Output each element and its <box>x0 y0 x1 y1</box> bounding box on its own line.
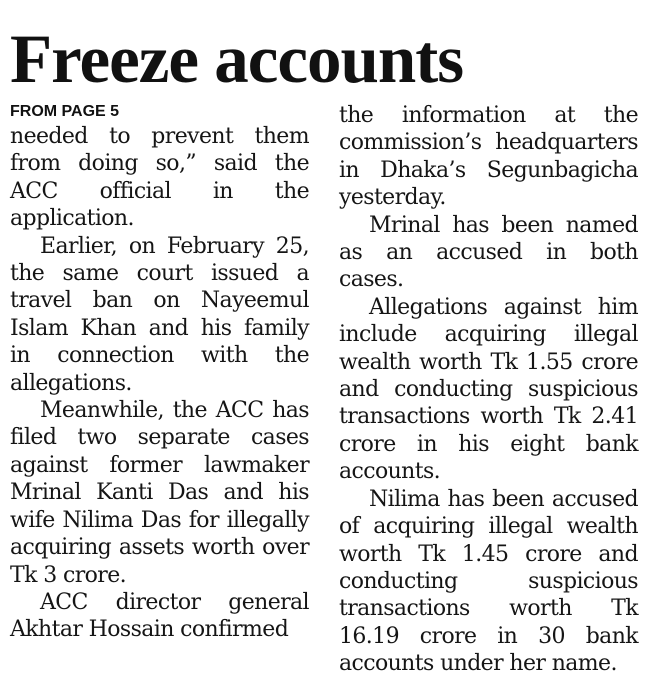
paragraph: Earlier, on February 25, the same court issued a travel ban on Nayeemul Islam Khan and his family in connection with the allegations. <box>10 233 309 396</box>
continuation-kicker: FROM PAGE 5 <box>10 103 120 120</box>
paragraph: Allegations against him include acquiring illegal wealth worth Tk 1.55 crore and conducting suspicious transactions worth Tk 2.41 crore in his eight bank accounts. <box>339 294 638 485</box>
article-column-left <box>10 102 309 644</box>
headline: Freeze accounts <box>10 21 464 97</box>
paragraph: Mrinal has been named as an accused in both cases. <box>339 212 638 293</box>
paragraph: Meanwhile, the ACC has filed two separate cases against former lawmaker Mrinal Kanti Das and his wife Nilima Das for illegally acquiring assets worth over Tk 3 crore. <box>10 398 309 588</box>
paragraph-continued: needed to prevent them from doing so,” said the ACC official in the application. <box>10 124 309 232</box>
paragraph: ACC director general Akhtar Hossain confirmed <box>10 589 309 643</box>
paragraph-continued: the information at the commission’s headquarters in Dhaka’s Segunbagicha yesterday. <box>339 103 638 211</box>
article-column-right <box>339 102 638 678</box>
paragraph: Nilima has been accused of acquiring illegal wealth worth Tk 1.45 crore and conducting suspicious transactions worth Tk 16.19 crore in 30 bank accounts under her name. <box>339 486 638 677</box>
